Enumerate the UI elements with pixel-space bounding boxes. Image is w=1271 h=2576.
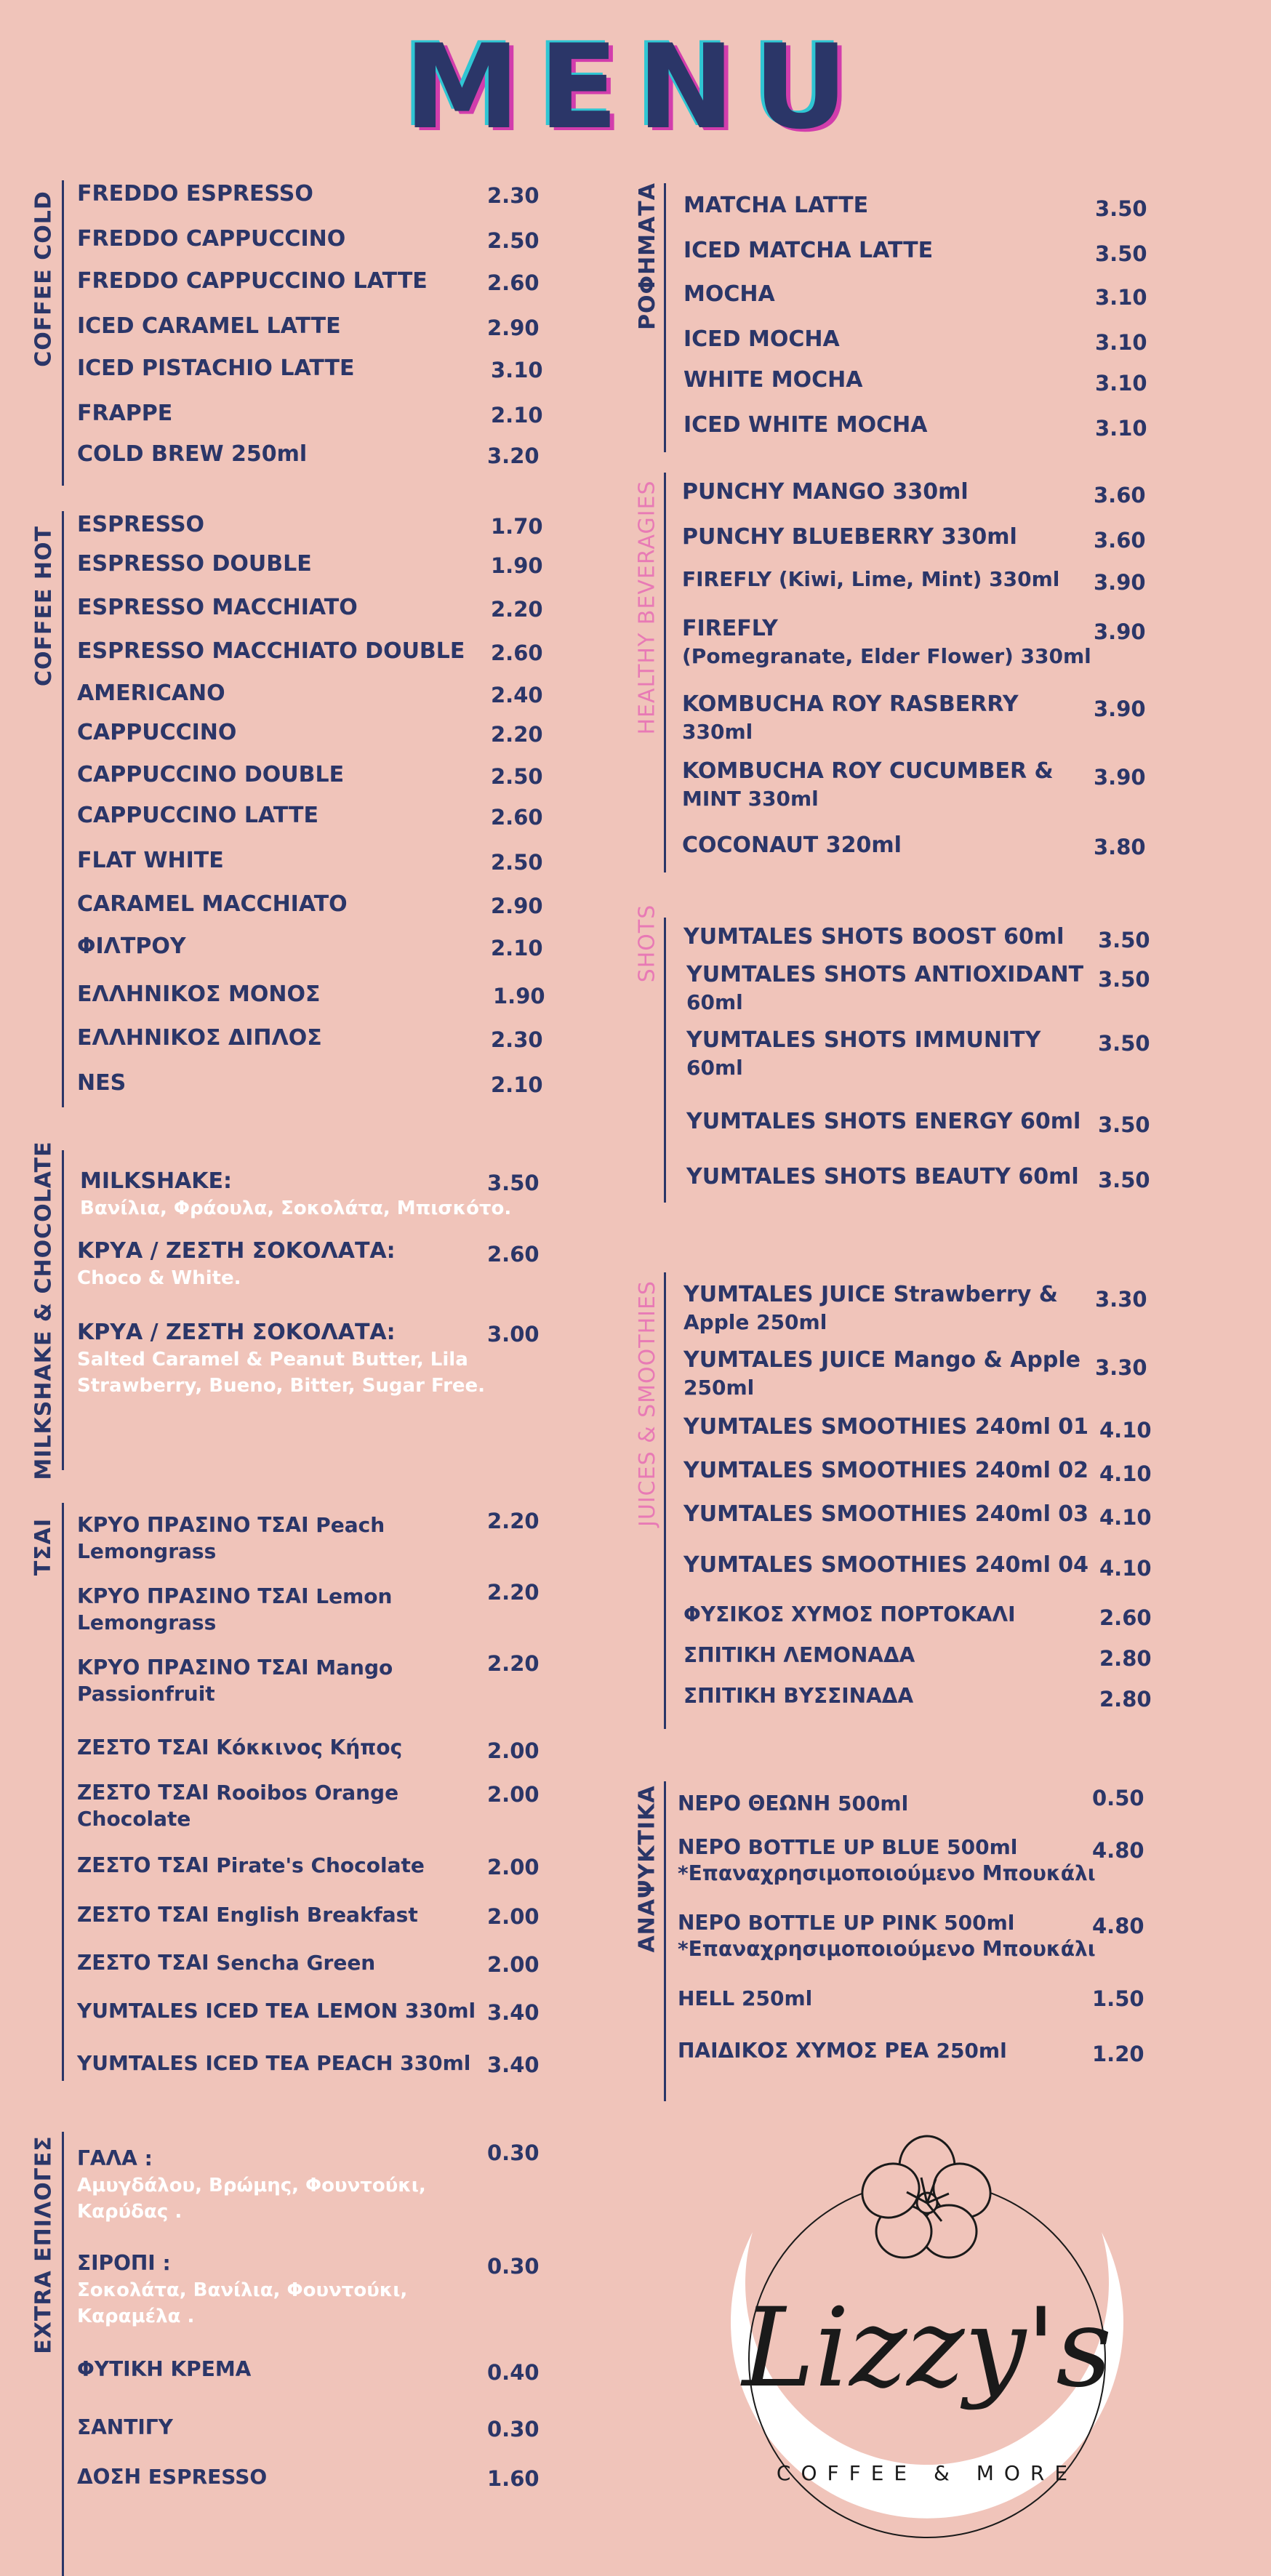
item-price: 3.80 xyxy=(1094,835,1146,859)
item-price: 3.60 xyxy=(1094,483,1146,507)
item-name: ΦΙΛΤΡΟΥ xyxy=(77,934,186,959)
divider xyxy=(664,1272,666,1729)
section-coffee-cold xyxy=(29,180,543,486)
item-name: Lemongrass xyxy=(77,1610,217,1634)
item-price: 2.30 xyxy=(491,1027,543,1052)
item-price: 1.60 xyxy=(487,2466,540,2491)
item-name: AMERICANO xyxy=(77,681,225,706)
item-price: 3.50 xyxy=(1098,928,1150,952)
item-name: ΝΕΡΟ BOTTLE UP BLUE 500ml xyxy=(678,1835,1018,1859)
section-juices-smoothies xyxy=(633,1272,1243,1730)
item-name: CARAMEL MACCHIATO xyxy=(77,891,348,917)
item-description: Καραμέλα . xyxy=(77,2306,195,2327)
item-name: YUMTALES SHOTS IMMUNITY xyxy=(686,1027,1041,1053)
item-price: 3.50 xyxy=(1098,967,1150,992)
item-name: Apple 250ml xyxy=(683,1310,827,1334)
item-price: 2.20 xyxy=(487,1580,540,1605)
item-price: 3.90 xyxy=(1094,697,1146,721)
lizzys-logo xyxy=(709,2130,1145,2567)
section-label: HEALTHY BEVERAGIES xyxy=(634,479,660,735)
item-price: 2.00 xyxy=(487,1782,540,1807)
section-milkshake-chocolate xyxy=(29,1140,540,1480)
item-name: ΣΠΙΤΙΚΗ ΒΥΣΣΙΝΑΔΑ xyxy=(683,1684,914,1708)
item-name: ESPRESSO MACCHIATO xyxy=(77,595,358,620)
item-price: 3.10 xyxy=(491,358,543,382)
menu-title: MENU xyxy=(404,19,867,155)
item-price: 3.20 xyxy=(487,444,540,468)
item-name: YUMTALES SMOOTHIES 240ml 02 xyxy=(683,1458,1089,1483)
item-price: 3.90 xyxy=(1094,619,1146,644)
item-price: 2.00 xyxy=(487,1904,540,1929)
item-name: ΕΛΛΗΝΙΚΟΣ ΜΟΝΟΣ xyxy=(77,982,321,1007)
item-name: MINT 330ml xyxy=(682,787,819,811)
item-name: YUMTALES SMOOTHIES 240ml 04 xyxy=(683,1552,1089,1578)
item-name: ΣΠΙΤΙΚΗ ΛΕΜΟΝΑΔΑ xyxy=(683,1643,915,1667)
item-name: YUMTALES SHOTS BOOST 60ml xyxy=(683,924,1064,950)
item-price: 3.00 xyxy=(487,1322,540,1347)
item-name: ΣΑΝΤΙΓΥ xyxy=(77,2415,173,2439)
item-name: ΚΡΥΑ / ΖΕΣΤΗ ΣΟΚΟΛΑΤΑ: xyxy=(77,1238,396,1264)
item-price: 2.20 xyxy=(487,1509,540,1533)
item-price: 3.40 xyxy=(487,2000,540,2025)
section-extra-options xyxy=(29,2132,538,2576)
item-name: FIREFLY (Kiwi, Lime, Mint) 330ml xyxy=(682,567,1060,591)
divider xyxy=(664,473,666,872)
item-price: 3.90 xyxy=(1094,570,1146,595)
section-label: SHOTS xyxy=(634,904,660,982)
item-price: 2.30 xyxy=(487,183,540,208)
item-name: CAPPUCCINO DOUBLE xyxy=(77,762,345,787)
item-name: COLD BREW 250ml xyxy=(77,441,308,467)
item-price: 3.10 xyxy=(1095,416,1147,441)
item-name: MOCHA xyxy=(683,281,775,307)
item-name: YUMTALES SMOOTHIES 240ml 01 xyxy=(683,1414,1089,1440)
item-price: 4.10 xyxy=(1099,1556,1152,1581)
item-price: 2.10 xyxy=(491,1072,543,1097)
item-name: 60ml xyxy=(686,1056,743,1080)
item-price: 0.40 xyxy=(487,2360,540,2385)
item-price: 0.30 xyxy=(487,2254,540,2279)
item-name: ΓΑΛΑ : xyxy=(77,2146,153,2170)
item-description: Salted Caramel & Peanut Butter, Lila xyxy=(77,1349,468,1371)
item-name: PUNCHY MANGO 330ml xyxy=(682,479,969,505)
item-price: 2.60 xyxy=(487,270,540,295)
item-price: 1.90 xyxy=(493,984,545,1008)
item-price: 3.10 xyxy=(1095,371,1147,396)
item-price: 2.80 xyxy=(1099,1646,1152,1671)
section-label: JUICES & SMOOTHIES xyxy=(634,1280,660,1527)
item-price: 4.10 xyxy=(1099,1505,1152,1530)
item-name: KOMBUCHA ROY CUCUMBER & xyxy=(682,758,1054,784)
item-name: ΚΡΥΟ ΠΡΑΣΙΝΟ ΤΣΑΙ Mango xyxy=(77,1656,393,1680)
item-price: 1.50 xyxy=(1092,1986,1144,2011)
item-name: ΝΕΡΟ BOTTLE UP PINK 500ml xyxy=(678,1911,1015,1935)
item-name: YUMTALES ICED TEA PEACH 330ml xyxy=(77,2051,471,2075)
item-description: Αμυγδάλου, Βρώμης, Φουντούκι, xyxy=(77,2175,426,2196)
item-name: ΖΕΣΤΟ ΤΣΑΙ Pirate's Chocolate xyxy=(77,1853,425,1877)
section-label: EXTRA ΕΠΙΛΟΓΕΣ xyxy=(31,2135,57,2354)
item-name: ΦΥΤΙΚΗ ΚΡΕΜΑ xyxy=(77,2357,252,2381)
item-price: 2.10 xyxy=(491,403,543,428)
item-name: ICED MOCHA xyxy=(683,326,840,352)
item-price: 2.40 xyxy=(491,683,543,707)
item-price: 2.20 xyxy=(487,1651,540,1676)
item-price: 4.80 xyxy=(1092,1838,1144,1863)
item-price: 3.90 xyxy=(1094,765,1146,790)
item-name: ICED CARAMEL LATTE xyxy=(77,313,341,339)
item-name: ESPRESSO xyxy=(77,512,205,537)
item-name: ΠΑΙΔΙΚΟΣ ΧΥΜΟΣ ΡΕΑ 250ml xyxy=(678,2039,1007,2063)
item-price: 2.20 xyxy=(491,722,543,747)
item-description: Strawberry, Bueno, Bitter, Sugar Free. xyxy=(77,1375,486,1397)
item-name: CAPPUCCINO xyxy=(77,720,237,745)
section-label: MILKSHAKE & CHOCOLATE xyxy=(31,1140,57,1480)
item-name: ESPRESSO MACCHIATO DOUBLE xyxy=(77,638,465,664)
item-price: 3.50 xyxy=(1098,1168,1150,1192)
item-price: 2.20 xyxy=(491,597,543,622)
item-price: 0.30 xyxy=(487,2140,540,2165)
section-label: ΡΟΦΗΜΑΤΑ xyxy=(634,182,660,330)
item-price: 3.10 xyxy=(1095,285,1147,310)
item-name: YUMTALES ICED TEA LEMON 330ml xyxy=(77,1999,476,2023)
item-name: 60ml xyxy=(686,990,743,1014)
divider xyxy=(664,183,666,452)
item-name: MATCHA LATTE xyxy=(683,193,869,218)
item-name: YUMTALES JUICE Mango & Apple xyxy=(683,1347,1080,1373)
logo-tagline: COFFEE & MORE xyxy=(776,2461,1078,2485)
item-price: 3.30 xyxy=(1095,1355,1147,1380)
item-name: ΖΕΣΤΟ ΤΣΑΙ English Breakfast xyxy=(77,1903,418,1927)
item-price: 2.00 xyxy=(487,1738,540,1763)
divider xyxy=(62,1150,64,1470)
item-description: Βανίλια, Φράουλα, Σοκολάτα, Μπισκότο. xyxy=(80,1197,512,1219)
item-price: 4.10 xyxy=(1099,1418,1152,1443)
item-price: 1.90 xyxy=(491,553,543,578)
item-price: 4.10 xyxy=(1099,1461,1152,1486)
item-price: 3.60 xyxy=(1094,528,1146,553)
item-name: MILKSHAKE: xyxy=(80,1168,233,1194)
item-name: HELL 250ml xyxy=(678,1986,813,2010)
item-name: YUMTALES SHOTS BEAUTY 60ml xyxy=(686,1164,1079,1189)
item-name: YUMTALES JUICE Strawberry & xyxy=(683,1282,1058,1307)
item-price: 2.80 xyxy=(1099,1687,1152,1712)
item-name: ΔΟΣΗ ESPRESSO xyxy=(77,2465,268,2489)
divider xyxy=(62,1503,64,2081)
item-name: 250ml xyxy=(683,1376,755,1400)
item-name: YUMTALES SHOTS ENERGY 60ml xyxy=(686,1109,1081,1134)
section-coffee-hot xyxy=(29,511,545,1107)
item-price: 4.80 xyxy=(1092,1914,1144,1938)
item-name: ΖΕΣΤΟ ΤΣΑΙ Rooibos Orange xyxy=(77,1781,399,1805)
item-name: (Pomegranate, Elder Flower) 330ml xyxy=(682,644,1091,668)
divider xyxy=(62,2132,64,2576)
item-price: 2.50 xyxy=(491,764,543,789)
item-price: 2.60 xyxy=(491,641,543,665)
item-name: ΖΕΣΤΟ ΤΣΑΙ Κόκκινος Κήπος xyxy=(77,1736,403,1760)
item-name: 330ml xyxy=(682,720,753,744)
item-name: ESPRESSO DOUBLE xyxy=(77,551,312,577)
item-price: 2.50 xyxy=(487,228,540,253)
section-anapsyktika xyxy=(633,1781,1243,2101)
logo-name: Lizzy's xyxy=(742,2285,1112,2412)
item-price: 3.50 xyxy=(1095,241,1147,266)
item-name: Passionfruit xyxy=(77,1682,215,1706)
item-name: ICED WHITE MOCHA xyxy=(683,412,928,438)
divider xyxy=(664,1781,666,2101)
divider xyxy=(664,918,666,1203)
section-healthy-beverages xyxy=(633,473,1243,872)
item-name: FREDDO ESPRESSO xyxy=(77,181,313,206)
item-description: Καρύδας . xyxy=(77,2201,183,2223)
item-name: ΦΥΣΙΚΟΣ ΧΥΜΟΣ ΠΟΡΤΟΚΑΛΙ xyxy=(683,1602,1016,1626)
section-label: ΤΣΑΙ xyxy=(31,1517,57,1576)
hibiscus-flower-icon xyxy=(852,2136,1000,2258)
item-price: 3.10 xyxy=(1095,330,1147,355)
item-name: *Επαναχρησιμοποιούμενο Μπουκάλι xyxy=(678,1937,1096,1961)
item-price: 3.30 xyxy=(1095,1287,1147,1312)
item-name: YUMTALES SMOOTHIES 240ml 03 xyxy=(683,1501,1089,1527)
item-name: PUNCHY BLUEBERRY 330ml xyxy=(682,524,1017,550)
item-name: CAPPUCCINO LATTE xyxy=(77,803,318,828)
item-price: 2.60 xyxy=(487,1242,540,1267)
item-price: 0.50 xyxy=(1092,1786,1144,1810)
item-price: 1.20 xyxy=(1092,2042,1144,2066)
item-name: *Επαναχρησιμοποιούμενο Μπουκάλι xyxy=(678,1861,1096,1885)
item-price: 2.10 xyxy=(491,936,543,960)
item-name: COCONAUT 320ml xyxy=(682,832,902,858)
item-name: ICED PISTACHIO LATTE xyxy=(77,356,355,381)
item-price: 2.60 xyxy=(491,805,543,830)
item-name: ICED MATCHA LATTE xyxy=(683,238,934,263)
item-name: FLAT WHITE xyxy=(77,848,224,873)
item-description: Σοκολάτα, Βανίλια, Φουντούκι, xyxy=(77,2279,408,2301)
divider xyxy=(62,511,64,1107)
item-name: FREDDO CAPPUCCINO xyxy=(77,226,346,252)
item-name: WHITE MOCHA xyxy=(683,367,863,393)
item-price: 0.30 xyxy=(487,2417,540,2441)
item-price: 2.00 xyxy=(487,1855,540,1879)
item-name: NES xyxy=(77,1070,127,1096)
item-price: 1.70 xyxy=(491,514,543,539)
item-name: ΚΡΥΟ ΠΡΑΣΙΝΟ ΤΣΑΙ Lemon xyxy=(77,1584,393,1608)
item-price: 3.50 xyxy=(1095,196,1147,221)
item-name: KOMBUCHA ROY RASBERRY xyxy=(682,691,1019,717)
item-name: ΚΡΥΟ ΠΡΑΣΙΝΟ ΤΣΑΙ Peach xyxy=(77,1513,385,1537)
item-name: FIREFLY xyxy=(682,616,778,641)
section-label: COFFEE HOT xyxy=(31,525,57,686)
item-name: ΝΕΡΟ ΘΕΩΝΗ 500ml xyxy=(678,1791,909,1815)
section-shots xyxy=(633,904,1243,1208)
section-rofimata xyxy=(633,183,1243,452)
section-tsai xyxy=(29,1503,538,2085)
item-name: Chocolate xyxy=(77,1807,191,1831)
item-name: ΖΕΣΤΟ ΤΣΑΙ Sencha Green xyxy=(77,1951,376,1975)
item-price: 3.50 xyxy=(1098,1031,1150,1056)
item-price: 3.50 xyxy=(487,1171,540,1195)
item-price: 2.50 xyxy=(491,850,543,875)
item-name: ΣΙΡΟΠΙ : xyxy=(77,2251,171,2275)
item-price: 2.90 xyxy=(487,316,540,340)
item-description: Choco & White. xyxy=(77,1267,241,1289)
item-price: 3.40 xyxy=(487,2053,540,2077)
divider xyxy=(62,180,64,486)
item-name: FREDDO CAPPUCCINO LATTE xyxy=(77,268,428,294)
item-name: Lemongrass xyxy=(77,1539,217,1563)
section-label: COFFEE COLD xyxy=(31,190,57,367)
item-price: 2.60 xyxy=(1099,1605,1152,1630)
item-price: 3.50 xyxy=(1098,1112,1150,1137)
item-name: ΚΡΥΑ / ΖΕΣΤΗ ΣΟΚΟΛΑΤΑ: xyxy=(77,1320,396,1345)
item-name: FRAPPE xyxy=(77,401,173,426)
item-price: 2.00 xyxy=(487,1952,540,1977)
item-name: ΕΛΛΗΝΙΚΟΣ ΔΙΠΛΟΣ xyxy=(77,1025,322,1051)
item-price: 2.90 xyxy=(491,894,543,918)
section-label: ΑΝΑΨΥΚΤΙΚΑ xyxy=(634,1784,660,1953)
item-name: YUMTALES SHOTS ANTIOXIDANT xyxy=(686,962,1084,987)
